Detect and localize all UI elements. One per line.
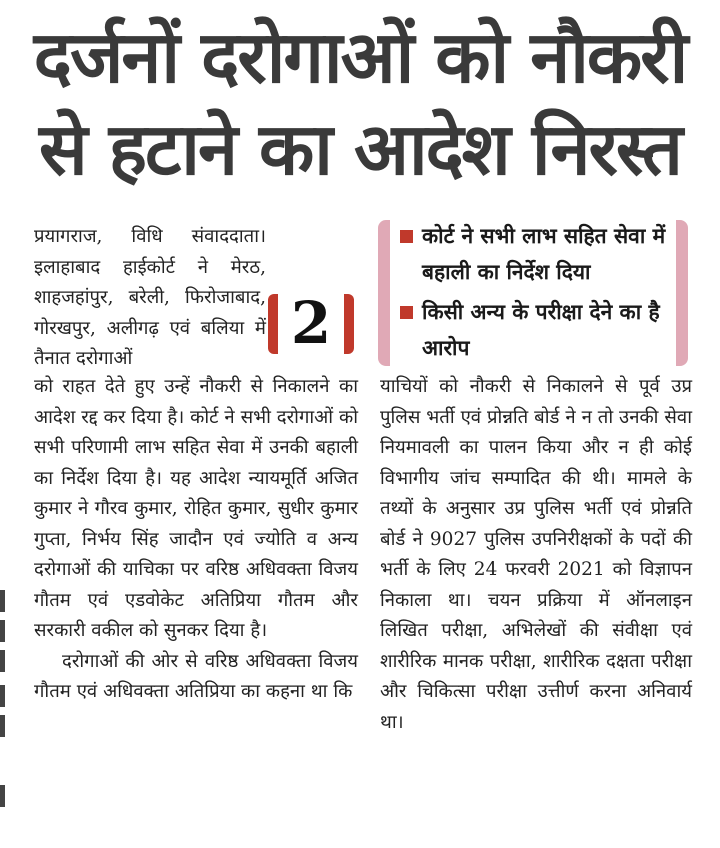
right-column bbox=[380, 372, 692, 738]
highlights-box-left-edge bbox=[378, 220, 390, 366]
left-column-paragraph-2: दरोगाओं की ओर से वरिष्ठ अधिवक्ता विजय गौतम एवं अधिवक्ता अतिप्रिया का कहना था कि bbox=[34, 650, 358, 702]
right-column-paragraph-1: याचियों को नौकरी से निकालने से पूर्व उप्र पुलिस भर्ती एवं प्रोन्नति बोर्ड ने न तो उनकी सेवा नियमावली का पालन किया और न ही कोई विभागीय जांच सम्पादित की थी। मामले के तथ्यों के अनुसार उप्र पुलिस भर्ती एवं प्रोन्नति बोर्ड ने 9027 पुलिस उपनिरीक्षकों के पदों की भर्ती के लिए 24 फरवरी 2021 को विज्ञापन निकाला था। चयन प्रक्रिया में ऑनलाइन लिखित परीक्षा, अभिलेखों की संवीक्षा एवं शारीरिक मानक परीक्षा, शारीरिक दक्षता परीक्षा और चिकित्सा परीक्षा उत्तीर्ण करना अनिवार्य था। bbox=[380, 376, 692, 733]
left-column-paragraph-1: को राहत देते हुए उन्हें नौकरी से निकालने का आदेश रद्द कर दिया है। कोर्ट ने सभी दरोगाओं को सभी परिणामी लाभ सहित सेवा में उनकी बहाली का निर्देश दिया है। यह आदेश न्यायमूर्ति अजित कुमार ने गौरव कुमार, रोहित कुमार, सुधीर कुमार गुप्ता, निर्भय सिंह जादौन एवं ज्योति व अन्य दरोगाओं की याचिका पर वरिष्ठ अधिवक्ता विजय गौतम एवं एडवोकेट अतिप्रिया गौतम और सरकारी वकील को सुनकर दिया है। bbox=[34, 376, 358, 641]
highlights-box-right-edge bbox=[676, 220, 688, 366]
page-edge-mark bbox=[0, 650, 5, 672]
lead-number: 2 bbox=[290, 289, 336, 357]
page-edge-mark bbox=[0, 785, 5, 807]
highlight-text: कोर्ट ने सभी लाभ सहित सेवा में बहाली का निर्देश दिया bbox=[422, 224, 666, 284]
page-edge-mark bbox=[0, 590, 5, 612]
page-edge-mark bbox=[0, 620, 5, 642]
headline-line-1: दर्जनों दरोगाओं को नौकरी bbox=[33, 15, 687, 99]
page-edge-mark bbox=[0, 715, 5, 737]
highlight-item bbox=[404, 218, 670, 290]
left-column bbox=[34, 372, 358, 708]
headline-line-2: से हटाने का आदेश निरस्त bbox=[39, 107, 681, 191]
page-edge-mark bbox=[0, 685, 5, 707]
highlights-box bbox=[378, 214, 688, 368]
lead-intro-text: प्रयागराज, विधि संवाददाता। इलाहाबाद हाईकोर्ट ने मेरठ, शाहजहांपुर, बरेली, फिरोजाबाद, गोरखपुर, अलीगढ़ एवं बलिया में तैनात दरोगाओं bbox=[34, 226, 266, 369]
square-bullet-icon bbox=[400, 230, 413, 243]
highlight-item bbox=[404, 294, 670, 366]
square-bullet-icon bbox=[400, 306, 413, 319]
lead-intro bbox=[34, 222, 266, 375]
lead-number-bar-right bbox=[344, 294, 354, 354]
highlight-text: किसी अन्य के परीक्षा देने का है आरोप bbox=[422, 300, 660, 360]
